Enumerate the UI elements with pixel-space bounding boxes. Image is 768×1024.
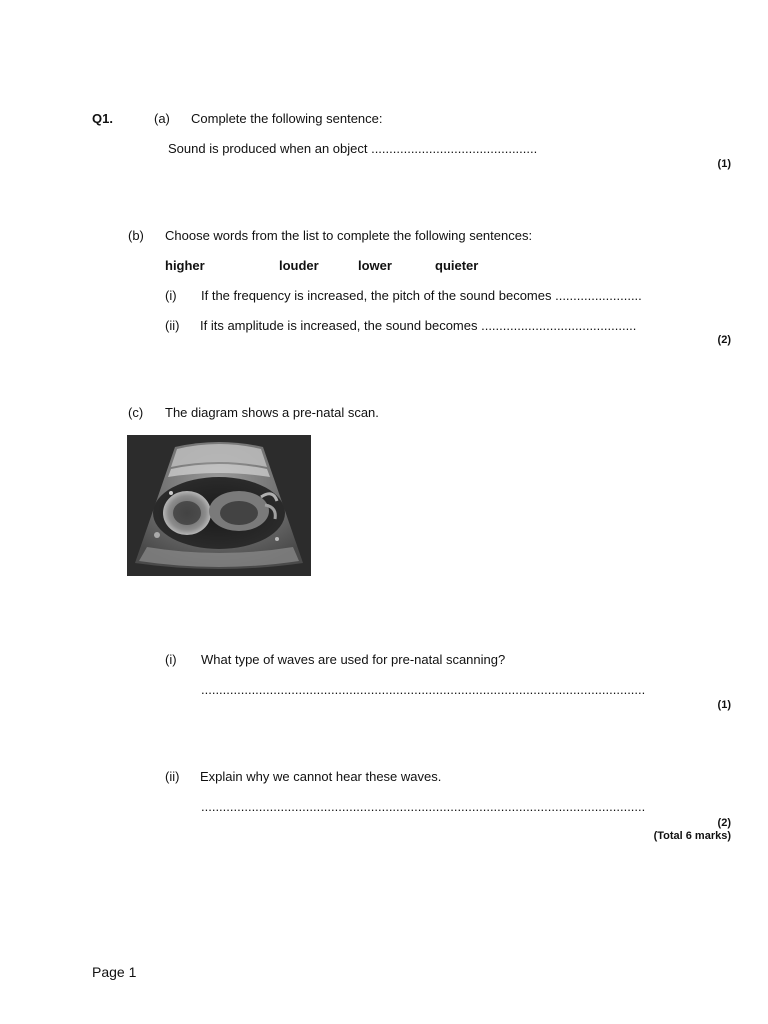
part-c-ii-label: (ii) [165,769,180,784]
word-list-item: louder [279,258,319,273]
part-b-ii-text: If its amplitude is increased, the sound becomes ........................................... [200,318,637,333]
part-c-ii-answer-line[interactable]: ........................................................................................................................... [201,799,646,814]
ultrasound-scan-image [127,435,311,576]
question-number: Q1. [92,111,113,126]
word-list-item: lower [358,258,392,273]
part-a-marks: (1) [717,158,731,170]
part-b-ii-label: (ii) [165,318,180,333]
page-number: Page 1 [92,964,137,980]
part-c-i-label: (i) [165,652,177,667]
part-a-label: (a) [154,111,170,126]
part-c-instruction: The diagram shows a pre-natal scan. [165,405,379,420]
part-a-sentence: Sound is produced when an object .............................................. [168,141,538,156]
part-b-label: (b) [128,228,144,243]
part-b-i-label: (i) [165,288,177,303]
part-c-i-marks: (1) [717,699,731,711]
part-c-i-answer-line[interactable]: ........................................................................................................................... [201,682,646,697]
part-b-marks: (2) [717,334,731,346]
word-list-item: quieter [435,258,479,273]
part-b-instruction: Choose words from the list to complete the following sentences: [165,228,533,243]
part-c-ii-question: Explain why we cannot hear these waves. [200,769,442,784]
part-c-i-question: What type of waves are used for pre-natal scanning? [201,652,506,667]
total-marks: (Total 6 marks) [653,830,731,842]
word-list-item: higher [165,258,205,273]
part-b-i-text: If the frequency is increased, the pitch of the sound becomes ........................ [201,288,642,303]
part-a-instruction: Complete the following sentence: [191,111,383,126]
part-c-ii-marks: (2) [717,817,731,829]
part-c-label: (c) [128,405,144,420]
